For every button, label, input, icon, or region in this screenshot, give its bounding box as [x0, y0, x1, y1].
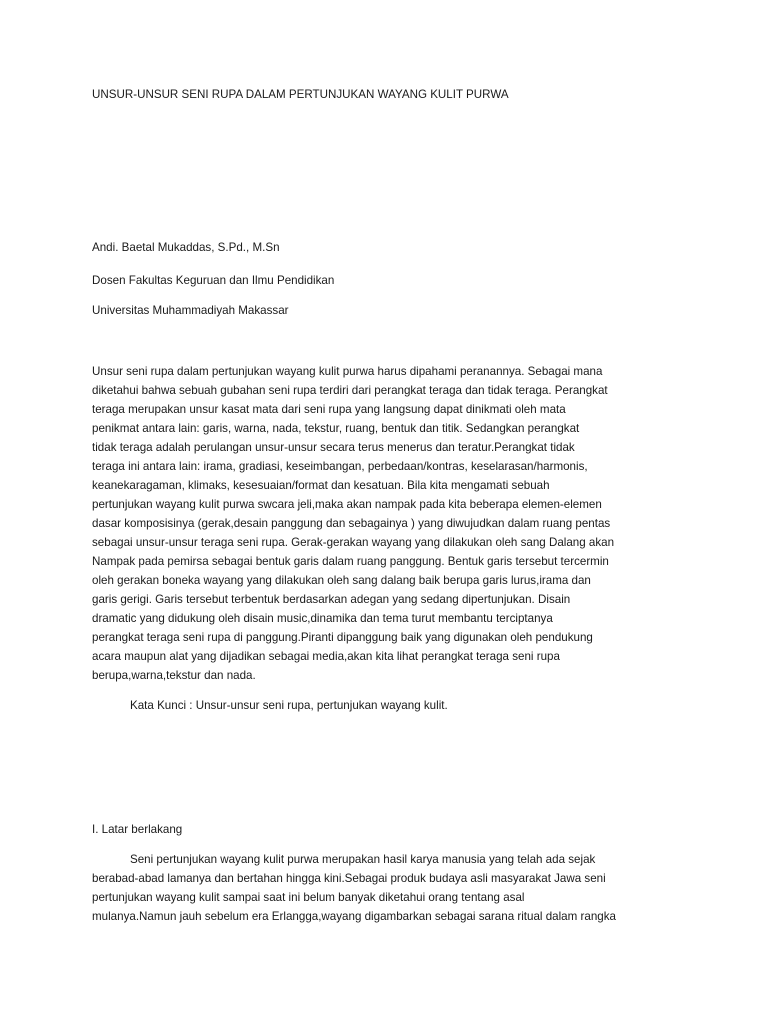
abstract-line: Nampak pada pemirsa sebagai bentuk garis dalam ruang panggung. Bentuk garis tersebut tercermin: [92, 555, 609, 568]
abstract-line: pertunjukan wayang kulit purwa swcara jeli,maka akan nampak pada kita beberapa elemen-elemen: [92, 498, 602, 511]
abstract-line: diketahui bahwa sebuah gubahan seni rupa terdiri dari perangkat teraga dan tidak teraga. Perangkat: [92, 384, 608, 397]
abstract-line: garis gerigi. Garis tersebut terbentuk berdasarkan adegan yang sedang dipertunjukan. Disain: [92, 593, 571, 606]
abstract-line: tidak teraga adalah perulangan unsur-unsur secara terus menerus dan teratur.Perangkat tidak: [92, 441, 575, 454]
author-institution: Universitas Muhammadiyah Makassar: [92, 304, 289, 317]
abstract-line: perangkat teraga seni rupa di panggung.Piranti dipanggung baik yang digunakan oleh pendukung: [92, 631, 593, 644]
keywords: Kata Kunci : Unsur-unsur seni rupa, pertunjukan wayang kulit.: [130, 699, 448, 712]
abstract-line: dasar komposisinya (gerak,desain panggung dan sebagainya ) yang diwujudkan dalam ruang pentas: [92, 517, 611, 530]
section-line: Seni pertunjukan wayang kulit purwa merupakan hasil karya manusia yang telah ada sejak: [130, 853, 596, 866]
document-title: UNSUR-UNSUR SENI RUPA DALAM PERTUNJUKAN WAYANG KULIT PURWA: [92, 88, 509, 101]
abstract-line: teraga ini antara lain: irama, gradiasi, keseimbangan, perbedaan/kontras, keselarasan/harmonis,: [92, 460, 588, 473]
author-position: Dosen Fakultas Keguruan dan Ilmu Pendidikan: [92, 274, 335, 287]
abstract-line: berupa,warna,tekstur dan nada.: [92, 669, 256, 682]
abstract-line: Unsur seni rupa dalam pertunjukan wayang kulit purwa harus dipahami peranannya. Sebagai mana: [92, 365, 603, 378]
section-line: pertunjukan wayang kulit sampai saat ini belum banyak diketahui orang tentang asal: [92, 891, 525, 904]
abstract-line: sebagai unsur-unsur teraga seni rupa. Gerak-gerakan wayang yang dilakukan oleh sang Dalang akan: [92, 536, 615, 549]
author-name: Andi. Baetal Mukaddas, S.Pd., M.Sn: [92, 241, 280, 254]
abstract-line: keanekaragaman, klimaks, kesesuaian/format dan kesatuan. Bila kita mengamati sebuah: [92, 479, 550, 492]
abstract-line: acara maupun alat yang dijadikan sebagai media,akan kita lihat perangkat teraga seni rupa: [92, 650, 560, 663]
abstract-line: oleh gerakan boneka wayang yang dilakukan oleh sang dalang baik berupa garis lurus,irama dan: [92, 574, 591, 587]
section-line: berabad-abad lamanya dan bertahan hingga kini.Sebagai produk budaya asli masyarakat Jawa seni: [92, 872, 606, 885]
section-line: mulanya.Namun jauh sebelum era Erlangga,wayang digambarkan sebagai sarana ritual dalam rangka: [92, 910, 616, 923]
abstract-line: teraga merupakan unsur kasat mata dari seni rupa yang langsung dapat dinikmati oleh mata: [92, 403, 566, 416]
abstract-line: dramatic yang didukung oleh disain music,dinamika dan tema turut membantu terciptanya: [92, 612, 553, 625]
abstract-line: penikmat antara lain: garis, warna, nada, tekstur, ruang, bentuk dan titik. Sedangkan perangkat: [92, 422, 580, 435]
section-heading: I. Latar berlakang: [92, 823, 183, 836]
